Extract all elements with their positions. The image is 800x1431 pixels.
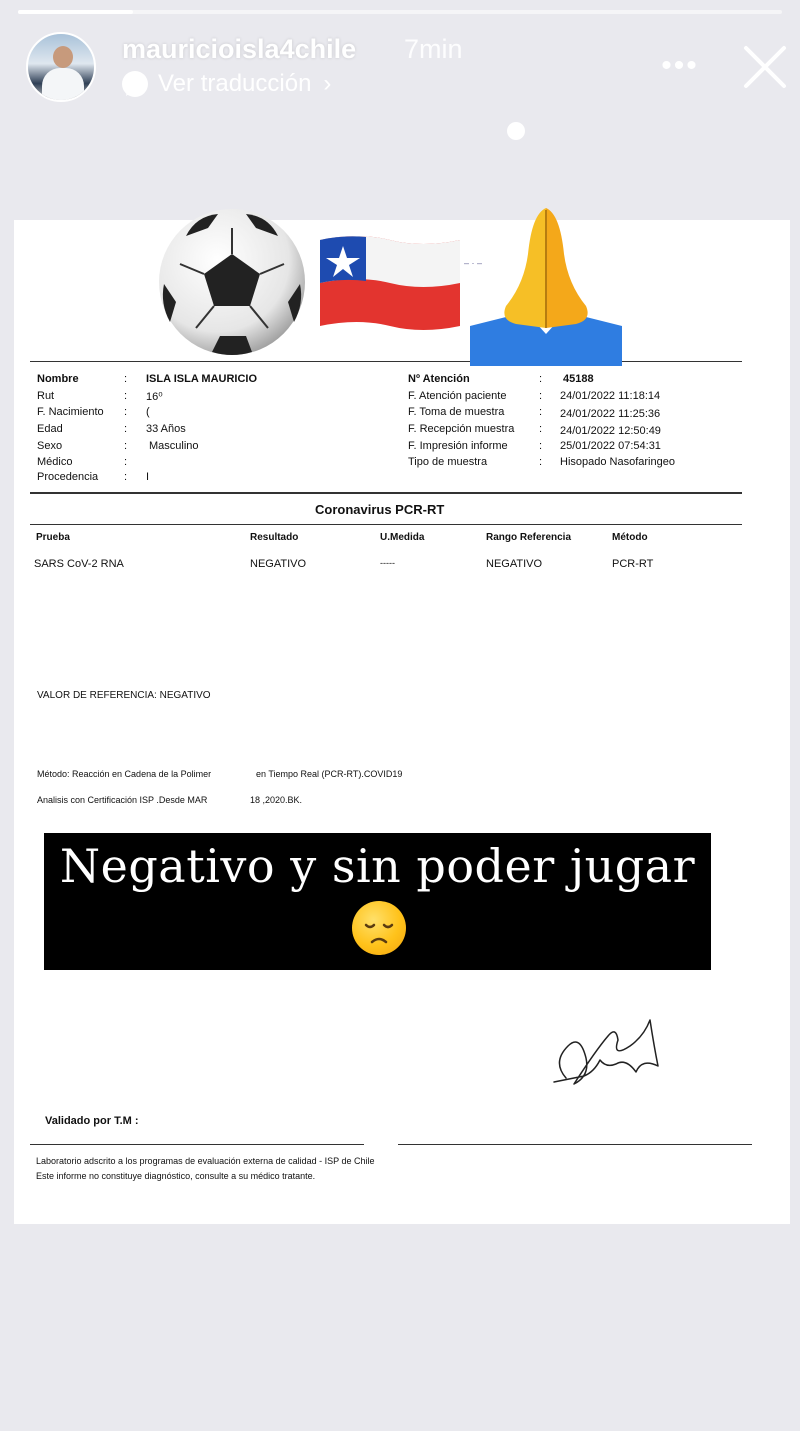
cell-umedida: ----- xyxy=(380,558,395,568)
label-nacimiento: F. Nacimiento xyxy=(37,406,104,418)
label-medico: Médico xyxy=(37,456,73,468)
close-icon[interactable] xyxy=(740,42,790,92)
validated-label: Validado por T.M : xyxy=(45,1115,139,1127)
value-date: 24/01/2022 11:25:36 xyxy=(560,408,661,420)
divider xyxy=(30,361,742,362)
translate-icon xyxy=(122,71,148,97)
colon: : xyxy=(539,440,543,452)
chevron-right-icon: › xyxy=(323,70,332,97)
colon: : xyxy=(124,406,128,418)
label-edad: Edad xyxy=(37,423,63,435)
avatar-face xyxy=(53,46,73,68)
col-header-metodo: Método xyxy=(612,532,648,543)
method-note-b: en Tiempo Real (PCR-RT).COVID19 xyxy=(256,769,403,779)
value-date: 24/01/2022 12:50:49 xyxy=(560,425,661,437)
praying-hands-icon xyxy=(466,204,626,366)
signature-image xyxy=(546,1006,666,1090)
pause-dot xyxy=(507,122,525,140)
colon: : xyxy=(539,390,543,402)
label-date: F. Toma de muestra xyxy=(408,406,505,418)
colon: : xyxy=(124,390,128,402)
colon: : xyxy=(124,373,128,385)
method-note-a: Método: Reacción en Cadena de la Polimer xyxy=(37,769,212,779)
colon: : xyxy=(539,406,543,418)
chile-flag-icon xyxy=(318,232,462,334)
value-sample-type: Hisopado Nasofaringeo xyxy=(560,456,675,468)
lab-report xyxy=(14,220,790,1224)
sad-face-icon xyxy=(352,901,406,955)
value-date: 25/01/2022 07:54:31 xyxy=(560,440,661,452)
section-title: Coronavirus PCR-RT xyxy=(315,502,445,517)
signature-line xyxy=(30,1144,364,1145)
caption-banner xyxy=(44,833,711,970)
label-sample-type: Tipo de muestra xyxy=(408,456,488,468)
colon: : xyxy=(539,456,543,468)
divider xyxy=(30,492,742,494)
post-time: 7min xyxy=(404,34,463,64)
story-progress-fill xyxy=(18,10,133,14)
reference-note: VALOR DE REFERENCIA: NEGATIVO xyxy=(37,690,211,701)
value-procedencia: I xyxy=(146,471,150,483)
translate-label: Ver traducción xyxy=(158,70,312,97)
caption-text: Negativo y sin poder jugar xyxy=(59,839,696,893)
colon: : xyxy=(124,456,128,468)
label-date: F. Recepción muestra xyxy=(408,423,515,435)
colon: : xyxy=(539,373,543,385)
more-icon[interactable]: ••• xyxy=(661,49,699,82)
colon: : xyxy=(539,423,543,435)
colon: : xyxy=(124,471,128,483)
cell-metodo: PCR-RT xyxy=(612,558,654,570)
username[interactable]: mauricioisla4chile xyxy=(122,34,357,64)
value-atencion: 45188 xyxy=(563,373,594,385)
col-header-prueba: Prueba xyxy=(36,532,70,543)
signature-line xyxy=(398,1144,752,1145)
translate-link[interactable] xyxy=(122,70,331,98)
cell-resultado: NEGATIVO xyxy=(250,558,307,570)
label-date: F. Impresión informe xyxy=(408,440,508,452)
col-header-rango: Rango Referencia xyxy=(486,532,572,543)
footer-line-2: Este informe no constituye diagnóstico, consulte a su médico tratante. xyxy=(36,1171,316,1181)
colon: : xyxy=(124,423,128,435)
value-date: 24/01/2022 11:18:14 xyxy=(560,390,661,402)
label-atencion: Nº Atención xyxy=(408,373,470,385)
value-rut: 16⁰ xyxy=(146,391,163,403)
label-date: F. Atención paciente xyxy=(408,390,507,402)
cert-note-b: 18 ,2020.BK. xyxy=(250,795,303,805)
cell-rango: NEGATIVO xyxy=(486,558,543,570)
cell-prueba: SARS CoV-2 RNA xyxy=(34,558,124,570)
col-header-umedida: U.Medida xyxy=(380,532,425,543)
avatar-body xyxy=(42,68,84,102)
value-nacimiento: ( xyxy=(146,406,150,418)
cert-note-a: Analisis con Certificación ISP .Desde MAR xyxy=(37,795,208,805)
value-nombre: ISLA ISLA MAURICIO xyxy=(146,373,258,385)
value-sexo: Masculino xyxy=(149,440,199,452)
footer-line-1: Laboratorio adscrito a los programas de evaluación externa de calidad - ISP de Chile xyxy=(36,1156,375,1166)
header-fragment: – · – xyxy=(464,258,483,268)
label-nombre: Nombre xyxy=(37,373,79,385)
story-progress-bar xyxy=(18,10,782,14)
label-sexo: Sexo xyxy=(37,440,63,452)
label-procedencia: Procedencia xyxy=(37,471,99,483)
col-header-resultado: Resultado xyxy=(250,532,299,543)
soccer-ball-icon xyxy=(156,206,308,358)
divider xyxy=(30,524,742,525)
label-rut: Rut xyxy=(37,390,55,402)
avatar[interactable] xyxy=(26,32,96,102)
colon: : xyxy=(124,440,128,452)
value-edad: 33 Años xyxy=(146,423,186,435)
